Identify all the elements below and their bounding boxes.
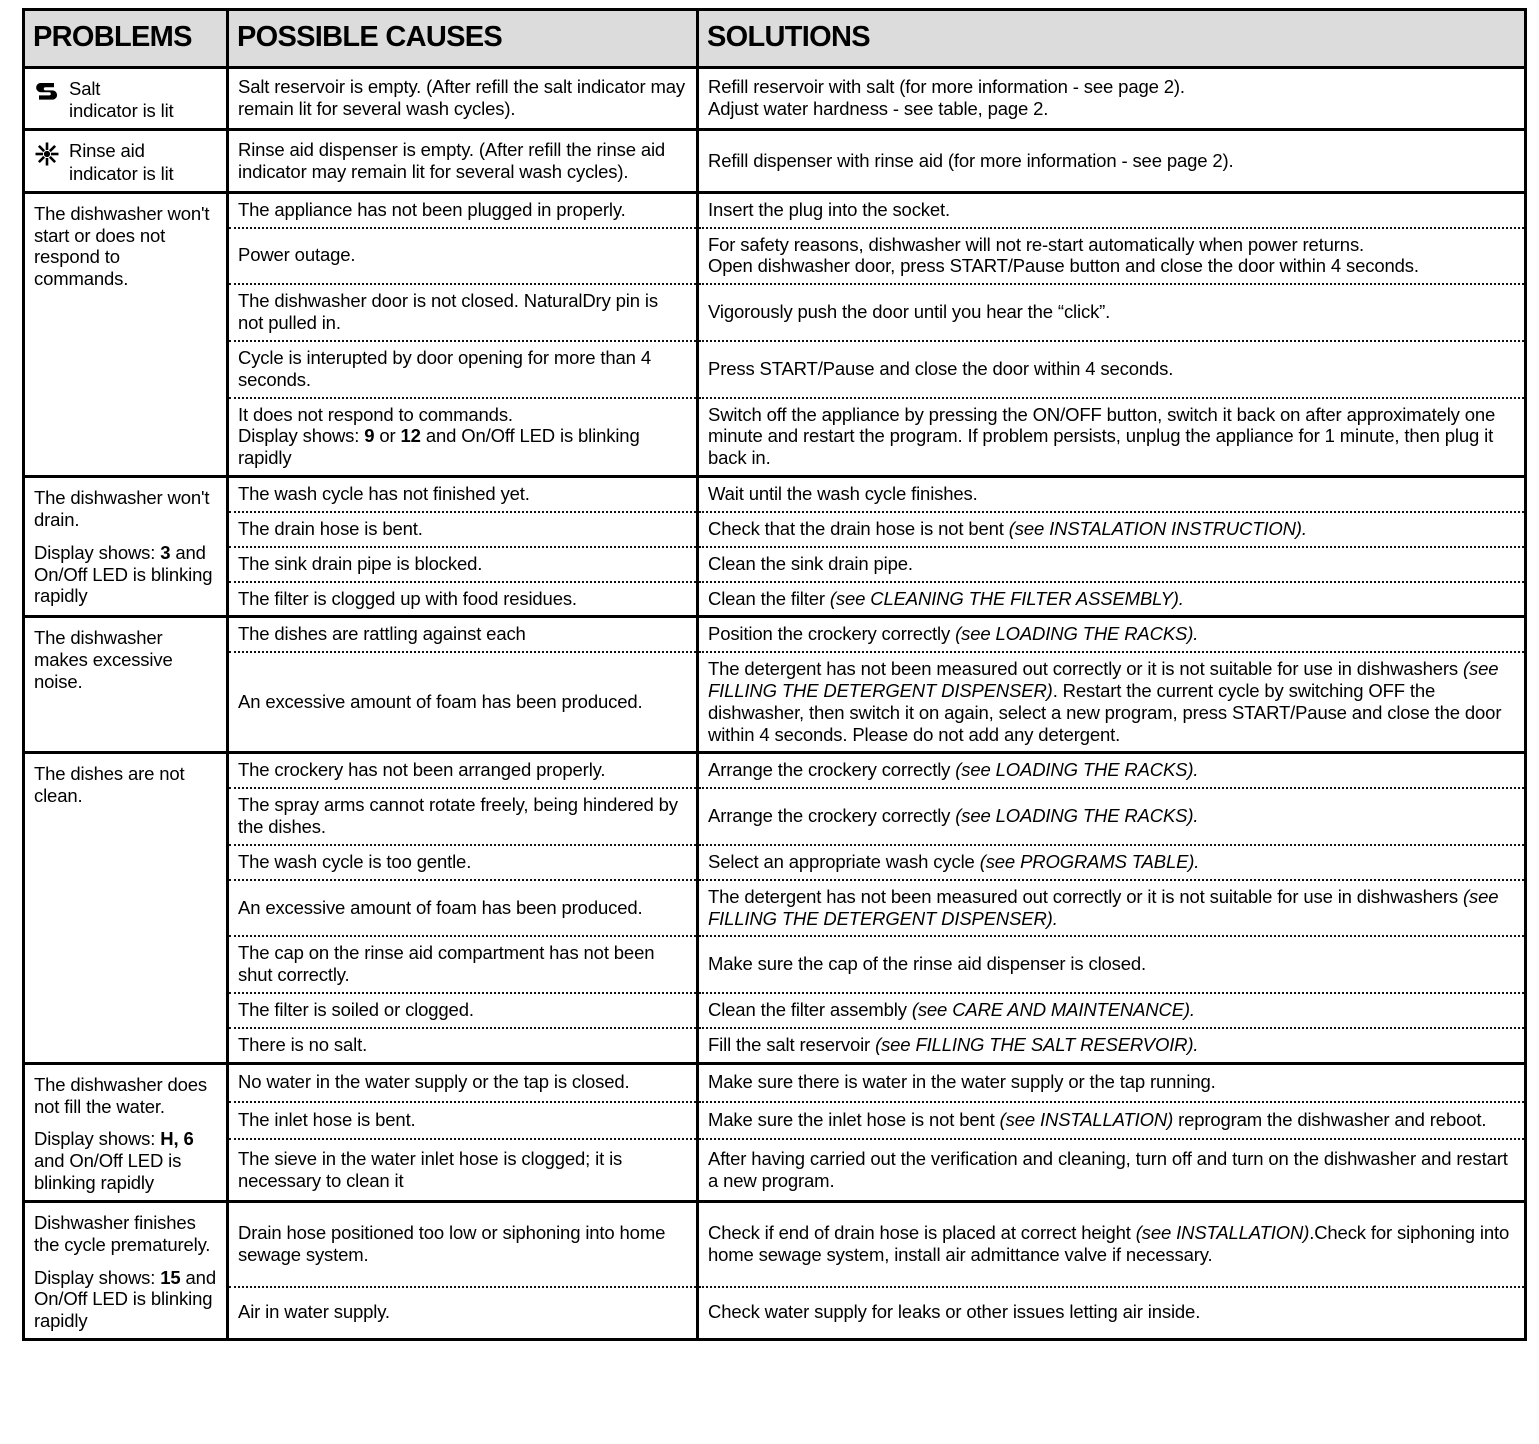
- table-row: [24, 845, 1526, 880]
- solution-cell: Check that the drain hose is not bent (see INSTALATION INSTRUCTION).: [698, 512, 1526, 547]
- table-row: [24, 936, 1526, 993]
- cause-cell: It does not respond to commands. Display shows: 9 or 12 and On/Off LED is blinking rapidly: [228, 398, 698, 477]
- problem-label: The dishwasher won't start or does not respond to commands.: [34, 202, 210, 290]
- solution-cell: Clean the filter assembly (see CARE AND MAINTENANCE).: [698, 993, 1526, 1028]
- error-code: 12: [400, 425, 421, 447]
- cause-cell: There is no salt.: [228, 1028, 698, 1063]
- solution-reference: (see CLEANING THE FILTER ASSEMBLY).: [829, 587, 1184, 609]
- column-header-problems: PROBLEMS: [24, 10, 228, 68]
- solution-cell: Wait until the wash cycle finishes.: [698, 477, 1526, 512]
- solution-reference: (see LOADING THE RACKS).: [955, 759, 1199, 781]
- header-row: [24, 10, 1526, 68]
- table-row: [24, 68, 1526, 130]
- cause-cell: Drain hose positioned too low or siphoning into home sewage system.: [228, 1201, 698, 1286]
- cause-cell: The filter is clogged up with food residues.: [228, 582, 698, 617]
- solution-cell: Position the crockery correctly (see LOADING THE RACKS).: [698, 617, 1526, 652]
- cause-cell: Cycle is interupted by door opening for more than 4 seconds.: [228, 341, 698, 398]
- table-row: [24, 617, 1526, 652]
- table-row: [24, 130, 1526, 192]
- problem-display-code: Display shows: H, 6 and On/Off LED is blinking rapidly: [34, 1128, 194, 1194]
- cause-cell: The dishwasher door is not closed. NaturalDry pin is not pulled in.: [228, 284, 698, 341]
- problem-cell-wont-start: [24, 192, 228, 476]
- solution-reference: (see CARE AND MAINTENANCE).: [911, 999, 1195, 1021]
- table-row: [24, 753, 1526, 788]
- cause-cell: An excessive amount of foam has been produced.: [228, 880, 698, 937]
- cause-cell: The appliance has not been plugged in properly.: [228, 192, 698, 227]
- solution-cell: Arrange the crockery correctly (see LOADING THE RACKS).: [698, 788, 1526, 845]
- table-row: [24, 512, 1526, 547]
- error-code: H, 6: [160, 1128, 194, 1150]
- cause-cell: The crockery has not been arranged properly.: [228, 753, 698, 788]
- table-row: [24, 1139, 1526, 1201]
- table-body: [24, 68, 1526, 1340]
- table-row: [24, 1102, 1526, 1140]
- problem-cell-dishes-not-clean: [24, 753, 228, 1063]
- solution-cell: Make sure there is water in the water supply or the tap running.: [698, 1063, 1526, 1101]
- table-row: [24, 547, 1526, 582]
- solution-cell: Switch off the appliance by pressing the ON/OFF button, switch it back on after approximately one minute and restart the program. If problem persists, unplug the appliance for 1 minute, then plug it back in.: [698, 398, 1526, 477]
- solution-cell: The detergent has not been measured out correctly or it is not suitable for use in dishwashers (see FILLING THE DETERGENT DISPENSER).: [698, 880, 1526, 937]
- problem-display-code: Display shows: 3 and On/Off LED is blinking rapidly: [34, 541, 213, 607]
- troubleshooting-table: [22, 8, 1527, 1341]
- table-row: [24, 341, 1526, 398]
- problem-label: The dishes are not clean.: [34, 763, 185, 807]
- table-header: [24, 10, 1526, 68]
- solution-reference: (see PROGRAMS TABLE).: [979, 850, 1200, 872]
- solution-reference: (see FILLING THE DETERGENT DISPENSER): [708, 658, 1499, 701]
- table-row: [24, 880, 1526, 937]
- column-header-solutions: SOLUTIONS: [698, 10, 1526, 68]
- table-row: [24, 477, 1526, 512]
- cause-cell: The drain hose is bent.: [228, 512, 698, 547]
- solution-cell: The detergent has not been measured out correctly or it is not suitable for use in dishwashers (see FILLING THE DETERGENT DISPENSER). Restart the current cycle by switching OFF the dishwasher, then switch it on again, select a new program, press START/Pause and close the door within 4 seconds. Please do not add any detergent.: [698, 652, 1526, 753]
- solution-cell: Insert the plug into the socket.: [698, 192, 1526, 227]
- cause-cell: No water in the water supply or the tap is closed.: [228, 1063, 698, 1101]
- error-code: 9: [364, 425, 375, 447]
- cause-cell: The wash cycle is too gentle.: [228, 845, 698, 880]
- error-code: 15: [160, 1266, 181, 1288]
- table-row: [24, 398, 1526, 477]
- cause-cell: The sieve in the water inlet hose is clogged; it is necessary to clean it: [228, 1139, 698, 1201]
- cause-cell: The sink drain pipe is blocked.: [228, 547, 698, 582]
- cause-cell: Rinse aid dispenser is empty. (After refill the rinse aid indicator may remain lit for several wash cycles).: [228, 130, 698, 192]
- solution-cell: Vigorously push the door until you hear the “click”.: [698, 284, 1526, 341]
- solution-reference: (see INSTALATION INSTRUCTION).: [1008, 517, 1307, 539]
- cause-cell: Air in water supply.: [228, 1287, 698, 1340]
- solution-cell: Make sure the inlet hose is not bent (see INSTALLATION) reprogram the dishwasher and reboot.: [698, 1102, 1526, 1140]
- problem-cell-excessive-noise: [24, 617, 228, 753]
- cause-cell: Salt reservoir is empty. (After refill the salt indicator may remain lit for several wash cycles).: [228, 68, 698, 130]
- table-row: [24, 1287, 1526, 1340]
- solution-cell: Press START/Pause and close the door within 4 seconds.: [698, 341, 1526, 398]
- cause-cell: The spray arms cannot rotate freely, being hindered by the dishes.: [228, 788, 698, 845]
- problem-label: The dishwasher does not fill the water.: [34, 1073, 207, 1117]
- cause-cell: The inlet hose is bent.: [228, 1102, 698, 1140]
- problem-display-code: Display shows: 15 and On/Off LED is blinking rapidly: [34, 1266, 216, 1332]
- solution-cell: After having carried out the verification and cleaning, turn off and turn on the dishwasher and restart a new program.: [698, 1139, 1526, 1201]
- column-header-possible-causes: POSSIBLE CAUSES: [228, 10, 698, 68]
- table-row: [24, 228, 1526, 285]
- solution-reference: (see INSTALLATION): [999, 1109, 1174, 1131]
- cause-cell: The cap on the rinse aid compartment has not been shut correctly.: [228, 936, 698, 993]
- table-row: [24, 284, 1526, 341]
- problem-cell-wont-drain: [24, 477, 228, 617]
- table-row: [24, 993, 1526, 1028]
- solution-cell: Arrange the crockery correctly (see LOADING THE RACKS).: [698, 753, 1526, 788]
- problem-label: Dishwasher finishes the cycle prematurely.: [34, 1211, 211, 1255]
- problem-cell-finishes-prematurely: [24, 1201, 228, 1339]
- error-code: 3: [160, 541, 171, 563]
- problem-label: Salt indicator is lit: [69, 78, 174, 122]
- solution-cell: Clean the sink drain pipe.: [698, 547, 1526, 582]
- problem-label: Rinse aid indicator is lit: [69, 140, 174, 184]
- salt-icon: [34, 79, 60, 105]
- problem-label: The dishwasher makes excessive noise.: [34, 627, 173, 692]
- problem-cell-rinse-aid-indicator: [24, 130, 228, 192]
- table-row: [24, 582, 1526, 617]
- cause-cell: Power outage.: [228, 228, 698, 285]
- solution-cell: Make sure the cap of the rinse aid dispenser is closed.: [698, 936, 1526, 993]
- problem-cell-does-not-fill-water: [24, 1063, 228, 1201]
- table-row: [24, 1201, 1526, 1286]
- solution-cell: Refill reservoir with salt (for more information - see page 2). Adjust water hardness - see table, page 2.: [698, 68, 1526, 130]
- cause-cell: An excessive amount of foam has been produced.: [228, 652, 698, 753]
- solution-cell: For safety reasons, dishwasher will not re-start automatically when power returns. Open dishwasher door, press START/Pause button and close the door within 4 seconds.: [698, 228, 1526, 285]
- problem-cell-salt-indicator: [24, 68, 228, 130]
- solution-reference: (see INSTALLATION): [1135, 1222, 1310, 1243]
- table-row: [24, 788, 1526, 845]
- solution-cell: Select an appropriate wash cycle (see PROGRAMS TABLE).: [698, 845, 1526, 880]
- cause-cell: The wash cycle has not finished yet.: [228, 477, 698, 512]
- table-row: [24, 1028, 1526, 1063]
- cause-cell: The filter is soiled or clogged.: [228, 993, 698, 1028]
- rinse-aid-icon: [34, 141, 60, 167]
- table-row: [24, 1063, 1526, 1101]
- solution-cell: Refill dispenser with rinse aid (for more information - see page 2).: [698, 130, 1526, 192]
- table-row: [24, 192, 1526, 227]
- solution-cell: Check water supply for leaks or other issues letting air inside.: [698, 1287, 1526, 1340]
- solution-reference: (see FILLING THE DETERGENT DISPENSER).: [708, 885, 1499, 929]
- solution-cell: Check if end of drain hose is placed at correct height (see INSTALLATION).Check for siphoning into home sewage system, install air admittance valve if necessary.: [698, 1201, 1526, 1286]
- solution-cell: Clean the filter (see CLEANING THE FILTER ASSEMBLY).: [698, 582, 1526, 617]
- solution-reference: (see FILLING THE SALT RESERVOIR).: [875, 1033, 1199, 1055]
- solution-reference: (see LOADING THE RACKS).: [955, 805, 1199, 827]
- solution-reference: (see LOADING THE RACKS).: [955, 623, 1199, 645]
- cause-cell: The dishes are rattling against each: [228, 617, 698, 652]
- solution-cell: Fill the salt reservoir (see FILLING THE SALT RESERVOIR).: [698, 1028, 1526, 1063]
- problem-label: The dishwasher won't drain.: [34, 487, 210, 530]
- table-row: [24, 652, 1526, 753]
